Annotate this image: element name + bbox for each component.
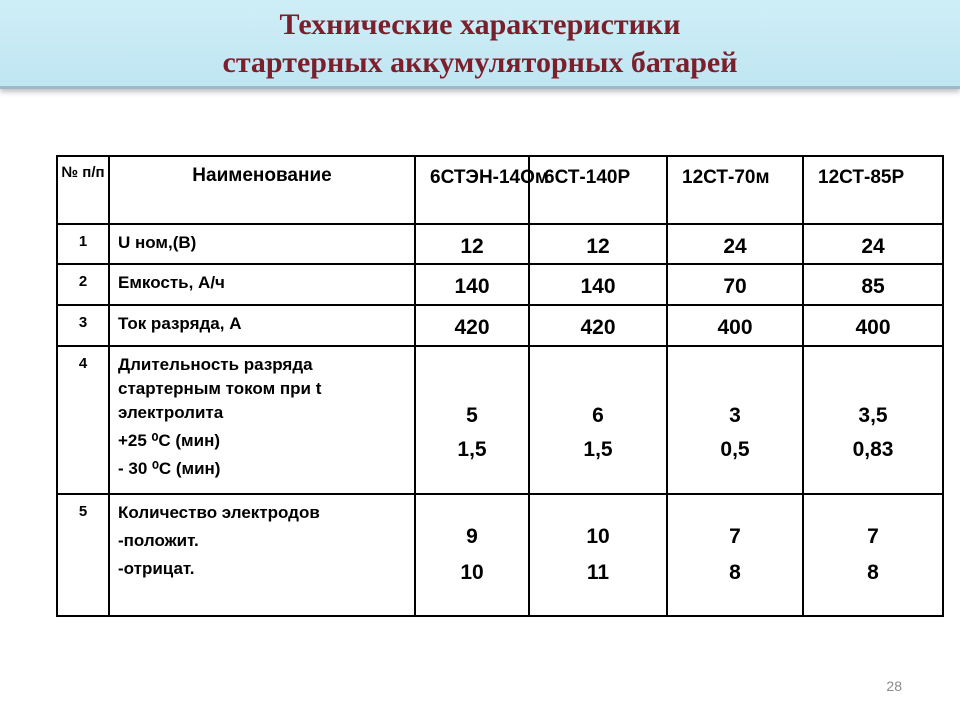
row-value: 12 [529,224,667,264]
row-value: 85 [803,264,943,305]
value-line: 9 [466,524,478,548]
header-num: № п/п [57,156,109,224]
row-value: 140 [529,264,667,305]
row-name [109,346,415,494]
value-line: 1,5 [457,437,487,461]
row-num: 5 [57,494,109,616]
table-row [57,346,943,494]
row-num: 4 [57,346,109,494]
row-value [415,346,529,494]
value-line: 7 [867,524,879,548]
row-num: 1 [57,224,109,264]
header-name: Наименование [109,156,415,224]
row-value [803,494,943,616]
header-col-1: 6СТЭН-14Ом [415,156,529,224]
header-col-4: 12СТ-85Р [803,156,943,224]
row-value: 24 [667,224,803,264]
row-name-line: - 30 ⁰С (мин) [118,459,221,478]
row-name-line: Длительность разряда стартерным током при t электролита [118,355,322,422]
row-value: 24 [803,224,943,264]
row-name-line: -положит. [118,531,199,550]
row-name: U ном,(В) [109,224,415,264]
row-value: 420 [415,305,529,346]
row-value: 12 [415,224,529,264]
row-value [529,494,667,616]
value-line: 3 [729,403,741,427]
value-line: 5 [466,403,478,427]
table-row [57,494,943,616]
row-name: Емкость, А/ч [109,264,415,305]
table-row [57,264,943,305]
specs-table [56,155,944,617]
slide-title-bar [0,0,960,89]
row-value: 70 [667,264,803,305]
value-line: 11 [586,560,610,584]
value-line: 0,83 [852,437,894,461]
value-line: 6 [592,403,604,427]
table-row [57,305,943,346]
page-number: 28 [886,678,902,694]
value-line: 10 [460,560,484,584]
row-name-line: +25 ⁰С (мин) [118,431,220,450]
value-line: 0,5 [720,437,750,461]
table-row [57,224,943,264]
row-name-line: Количество электродов [118,503,320,522]
row-num: 2 [57,264,109,305]
row-value [529,346,667,494]
value-line: 3,5 [858,403,888,427]
header-col-2: 6СТ-140Р [529,156,667,224]
value-line: 7 [729,524,741,548]
row-value: 140 [415,264,529,305]
value-line: 8 [729,560,741,584]
row-value: 400 [803,305,943,346]
header-col-3: 12СТ-70м [667,156,803,224]
table-header-row [57,156,943,224]
row-value [803,346,943,494]
row-value [415,494,529,616]
row-value [667,494,803,616]
value-line: 10 [586,524,610,548]
row-name [109,494,415,616]
slide-title-line-1: Технические характеристики [279,8,681,41]
slide-title-line-2: стартерных аккумуляторных батарей [222,46,738,79]
row-num: 3 [57,305,109,346]
value-line: 8 [867,560,879,584]
row-value: 400 [667,305,803,346]
row-value: 420 [529,305,667,346]
row-name-line: -отрицат. [118,559,195,578]
row-name: Ток разряда, А [109,305,415,346]
value-line: 1,5 [583,437,613,461]
row-value [667,346,803,494]
